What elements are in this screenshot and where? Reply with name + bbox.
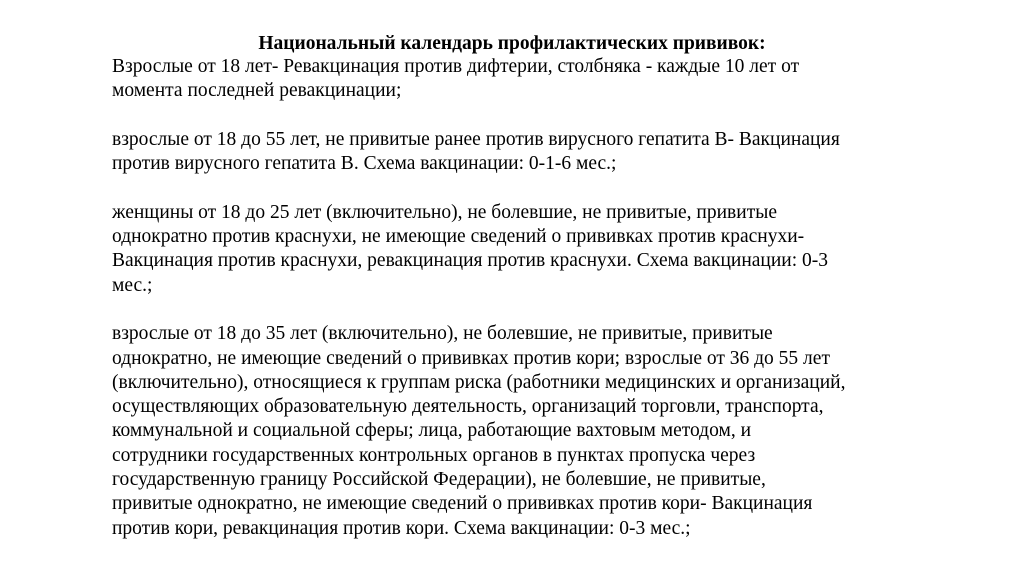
text-line: коммунальной и социальной сферы; лица, работающие вахтовым методом, и <box>112 420 752 442</box>
paragraph-spacer <box>112 176 932 200</box>
text-line: (включительно), относящиеся к группам риска (работники медицинских и организаций, <box>112 371 846 393</box>
text-line: государственную границу Российской Федерации), не болевшие, не привитые, <box>112 469 766 491</box>
text-line: осуществляющих образовательную деятельность, организаций торговли, транспорта, <box>112 396 824 418</box>
text-line: взрослые от 18 до 55 лет, не привитые ранее против вирусного гепатита В- Вакцинация <box>112 128 840 150</box>
text-line: сотрудники государственных контрольных органов в пунктах пропуска через <box>112 444 756 466</box>
text-line: взрослые от 18 до 35 лет (включительно), не болевшие, не привитые, привитые <box>112 323 773 345</box>
text-line: против вирусного гепатита В. Схема вакцинации: 0-1-6 мес.; <box>112 153 617 175</box>
paragraph-measles <box>112 322 932 541</box>
text-line: однократно, не имеющие сведений о прививках против кори; взрослые от 36 до 55 лет <box>112 347 830 369</box>
paragraph-spacer <box>112 298 932 322</box>
paragraph-adults-diphtheria <box>112 55 932 104</box>
text-line: Вакцинация против краснухи, ревакцинация против краснухи. Схема вакцинации: 0-3 <box>112 250 829 272</box>
text-line: женщины от 18 до 25 лет (включительно), не болевшие, не привитые, привитые <box>112 201 777 223</box>
text-line: Взрослые от 18 лет- Ревакцинация против дифтерии, столбняка - каждые 10 лет от <box>112 56 800 77</box>
text-line: момента последней ревакцинации; <box>112 80 402 102</box>
text-line: привитые однократно, не имеющие сведений о прививках против кори- Вакцинация <box>112 493 813 515</box>
paragraph-hepatitis-b <box>112 128 932 177</box>
page-title: Национальный календарь профилактических прививок: <box>258 33 766 54</box>
text-line: мес.; <box>112 274 153 296</box>
text-line: против кори, ревакцинация против кори. Схема вакцинации: 0-3 мес.; <box>112 517 691 539</box>
paragraph-rubella <box>112 201 932 298</box>
body-text <box>112 55 932 541</box>
text-line: однократно против краснухи, не имеющие сведений о прививках против краснухи- <box>112 226 805 248</box>
paragraph-spacer <box>112 104 932 128</box>
